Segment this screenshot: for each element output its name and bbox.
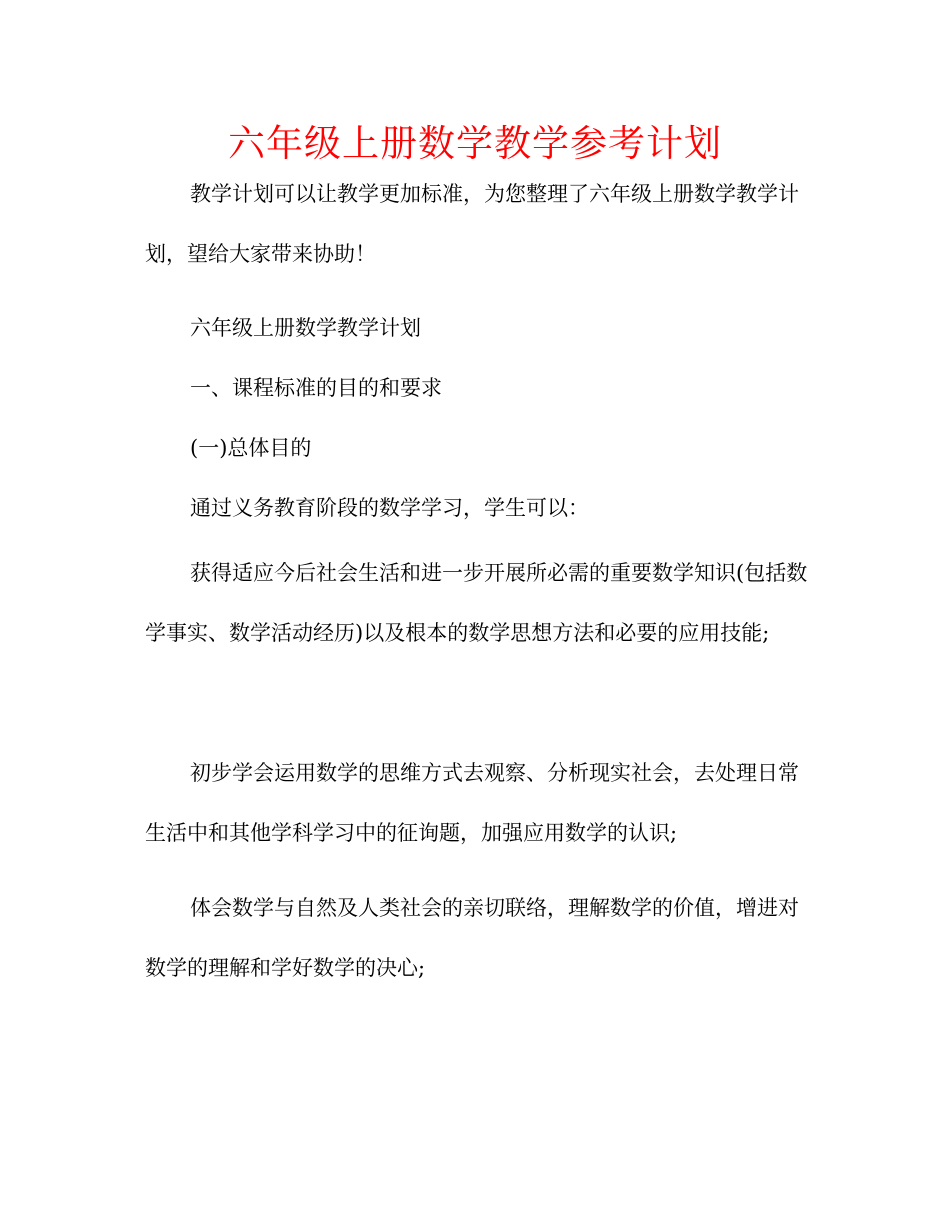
paragraph-plan-heading: 六年级上册数学教学计划 (190, 316, 421, 340)
paragraph-section-one: 一、课程标准的目的和要求 (190, 376, 442, 400)
paragraph-general-goal: (一)总体目的 (190, 436, 312, 460)
paragraph-knowledge: 获得适应今后社会生活和进一步开展所必需的重要数学知识(包括数学事实、数学活动经历)以及根本的数学思想方法和必要的应用技能; (145, 561, 808, 645)
paragraph-thinking: 初步学会运用数学的思维方式去观察、分析现实社会，去处理日常生活中和其他学科学习中的征询题，加强应用数学的认识; (145, 761, 799, 845)
document-title: 六年级上册数学教学参考计划 (228, 122, 722, 165)
paragraph-compulsory-education: 通过义务教育阶段的数学学习，学生可以： (190, 496, 589, 520)
paragraph-value: 体会数学与自然及人类社会的亲切联络，理解数学的价值，增进对数学的理解和学好数学的决心; (145, 896, 799, 980)
paragraph-intro: 教学计划可以让教学更加标准，为您整理了六年级上册数学教学计划，望给大家带来协助！ (145, 182, 799, 266)
